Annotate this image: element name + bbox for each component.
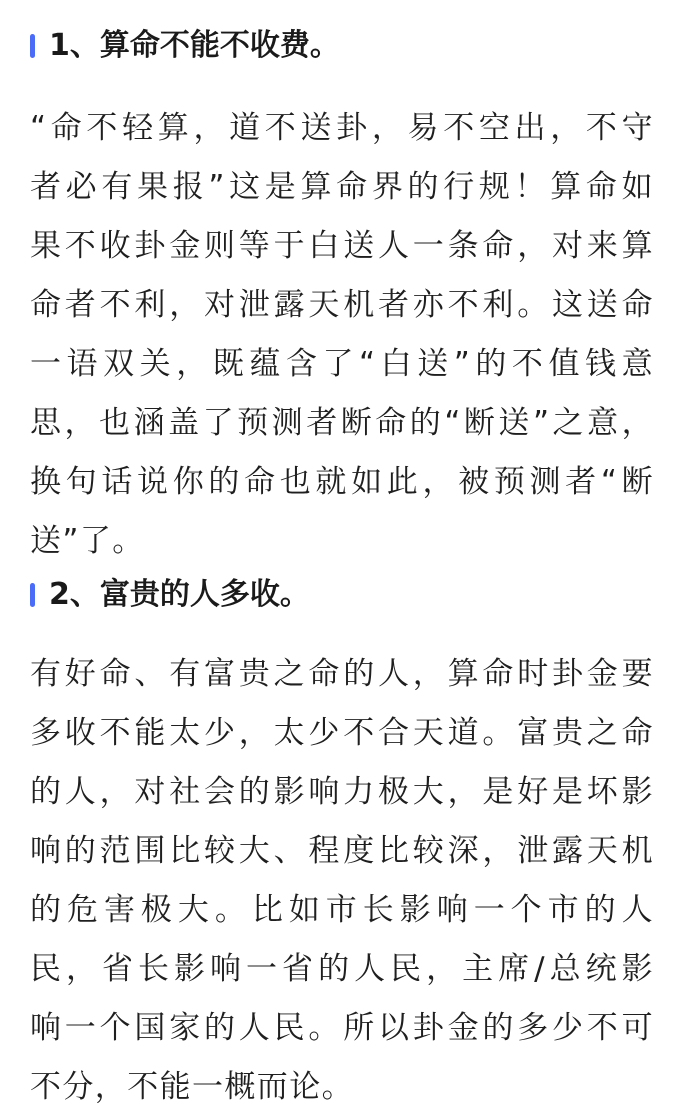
paragraph-line: 换句话说你的命也就如此，被预测者“断 <box>30 464 654 500</box>
paragraph-line: 者必有果报”这是算命界的行规！算命如 <box>30 169 654 205</box>
paragraph-line: 思，也涵盖了预测者断命的“断送”之意， <box>30 405 654 441</box>
paragraph-line: 一语双关，既蕴含了“白送”的不值钱意 <box>30 346 654 382</box>
section-paragraph <box>30 99 670 571</box>
heading-accent-bar <box>30 34 35 58</box>
section-heading <box>30 575 310 615</box>
paragraph-line: 果不收卦金则等于白送人一条命，对来算 <box>30 228 654 264</box>
paragraph-line: 多收不能太少，太少不合天道。富贵之命 <box>30 715 654 751</box>
paragraph-line: 送”了。 <box>30 523 145 559</box>
section-heading <box>30 26 340 66</box>
section-paragraph <box>30 645 670 1117</box>
paragraph-line: 响一个国家的人民。所以卦金的多少不可 <box>30 1010 654 1046</box>
paragraph-line: 响的范围比较大、程度比较深，泄露天机 <box>30 833 654 869</box>
paragraph-line: 的人，对社会的影响力极大，是好是坏影 <box>30 774 654 810</box>
heading-accent-bar <box>30 583 35 607</box>
paragraph-line: 的危害极大。比如市长影响一个市的人 <box>30 892 654 928</box>
section-heading-text: 1、算命不能不收费。 <box>49 28 340 63</box>
paragraph-line: 有好命、有富贵之命的人，算命时卦金要 <box>30 656 654 692</box>
paragraph-line: “命不轻算，道不送卦，易不空出，不守 <box>30 110 654 146</box>
section-heading-text: 2、富贵的人多收。 <box>49 577 310 612</box>
paragraph-line: 命者不利，对泄露天机者亦不利。这送命 <box>30 287 654 323</box>
paragraph-line: 不分，不能一概而论。 <box>30 1069 354 1105</box>
paragraph-line: 民，省长影响一省的人民，主席/总统影 <box>30 951 654 987</box>
